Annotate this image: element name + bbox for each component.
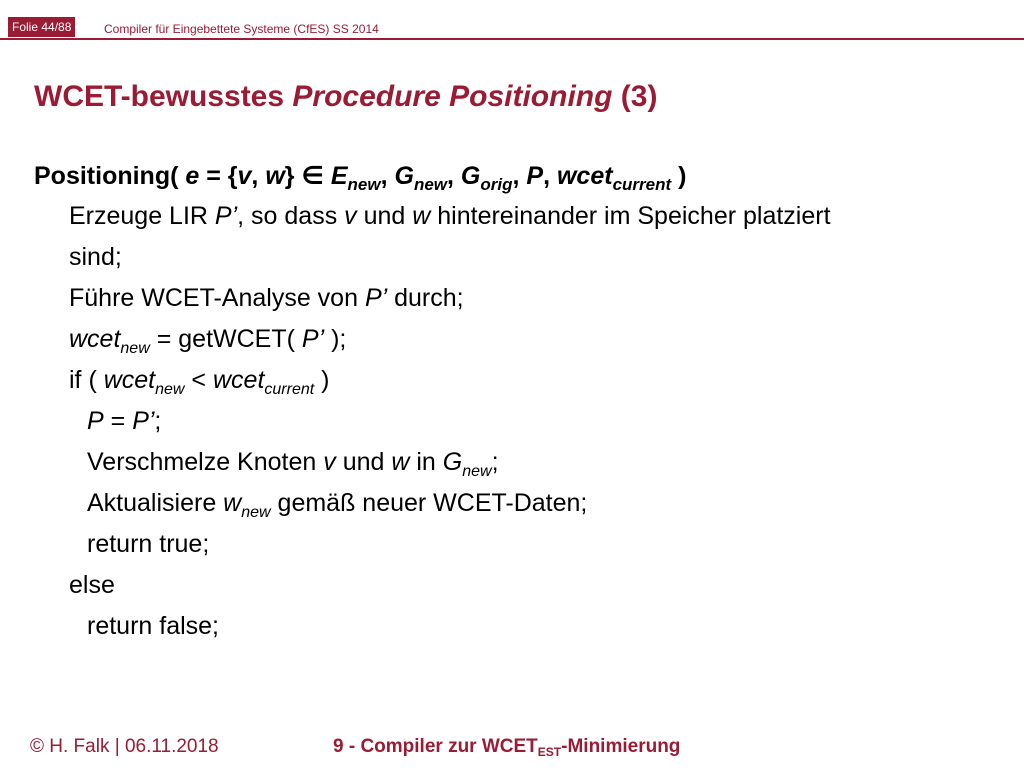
var-v: v [344, 202, 357, 230]
sig-G-orig: G [460, 162, 481, 190]
course-title: Compiler für Eingebettete Systeme (CfES) SS 2014 [104, 22, 379, 36]
var-g: G [442, 448, 463, 476]
title-part-3: (3) [612, 80, 658, 113]
var-w: w [391, 448, 410, 476]
var-p: P [87, 407, 104, 435]
text: Aktualisiere [87, 489, 224, 517]
var-g-sub: new [462, 463, 492, 480]
code-line-5 [34, 360, 994, 401]
var-wcet: wcet [103, 366, 156, 394]
var-wcet: wcet [212, 366, 265, 394]
var-p-prime: P’ [301, 325, 325, 353]
text: in [409, 448, 443, 476]
code-line-11: return false; [87, 612, 220, 640]
text: , so dass [237, 202, 345, 230]
function-signature [34, 156, 994, 196]
text: Führe WCET-Analyse von [69, 284, 365, 312]
footer-chapter-tail: -Minimierung [561, 736, 681, 757]
var-wcet-sub: new [120, 340, 150, 357]
var-w: w [412, 202, 431, 230]
text: und [335, 448, 392, 476]
footer-chapter-main: 9 - Compiler zur WCET [333, 736, 538, 757]
code-line-3 [34, 278, 994, 319]
page-title [34, 78, 657, 116]
sig-comma: , [543, 162, 557, 190]
header-bar [0, 17, 1024, 39]
sig-end: ) [671, 162, 687, 190]
text: < [184, 366, 213, 394]
text: durch; [387, 284, 464, 312]
text: gemäß neuer WCET-Daten; [270, 489, 588, 517]
text: ) [314, 366, 330, 394]
var-w-sub: new [241, 504, 271, 521]
sig-e: e [185, 162, 200, 190]
text: if ( [69, 366, 104, 394]
sig-fn: Positioning( [34, 162, 186, 190]
sig-v: v [237, 162, 252, 190]
text: ; [154, 407, 162, 435]
sig-G-new-sub: new [413, 175, 447, 194]
sig-E-sub: new [347, 175, 381, 194]
var-p-prime: P’ [364, 284, 388, 312]
slide-counter: Folie 44/88 [8, 17, 75, 37]
var-w: w [223, 489, 242, 517]
title-part-2: Procedure Positioning [292, 80, 613, 113]
text: Erzeuge LIR [69, 202, 215, 230]
sig-wcet: wcet [556, 162, 613, 190]
footer-chapter-sub: EST [537, 745, 562, 759]
sig-w: w [265, 162, 285, 190]
sig-comma: , [380, 162, 395, 190]
var-wcet-sub: new [155, 381, 185, 398]
var-p-prime: P’ [214, 202, 238, 230]
sig-G-orig-sub: orig [480, 175, 513, 194]
footer-author-date: © H. Falk | 06.11.2018 [30, 736, 219, 757]
sig-comma: , [251, 162, 266, 190]
code-line-9: return true; [87, 530, 210, 558]
slide-body [34, 156, 994, 647]
sig-E: E [330, 162, 348, 190]
text: = [103, 407, 133, 435]
text: und [356, 202, 413, 230]
code-line-8 [34, 483, 994, 524]
sig-comma: , [447, 162, 461, 190]
var-wcet: wcet [69, 325, 121, 353]
text: ; [491, 448, 499, 476]
code-line-7 [34, 442, 994, 483]
text: Verschmelze Knoten [87, 448, 324, 476]
sig-P: P [526, 162, 544, 190]
sig-wcet-sub: current [612, 175, 672, 194]
var-wcet-sub: current [264, 381, 315, 398]
sig-G-new: G [394, 162, 414, 190]
code-line-1 [34, 196, 994, 237]
sig-eq: = { [199, 162, 238, 190]
code-line-2: sind; [69, 243, 122, 271]
code-line-6 [34, 401, 994, 442]
text: = getWCET( [149, 325, 302, 353]
title-part-1: WCET-bewusstes [34, 80, 293, 113]
sig-comma: , [512, 162, 527, 190]
code-line-4 [34, 319, 994, 360]
code-line-10: else [69, 571, 115, 599]
text: ); [324, 325, 347, 353]
footer-chapter [333, 735, 680, 759]
var-p-prime: P’ [132, 407, 155, 435]
var-v: v [323, 448, 336, 476]
sig-in: } ∈ [284, 162, 331, 190]
text: hintereinander im Speicher platziert [430, 202, 831, 230]
header-divider [0, 38, 1024, 40]
